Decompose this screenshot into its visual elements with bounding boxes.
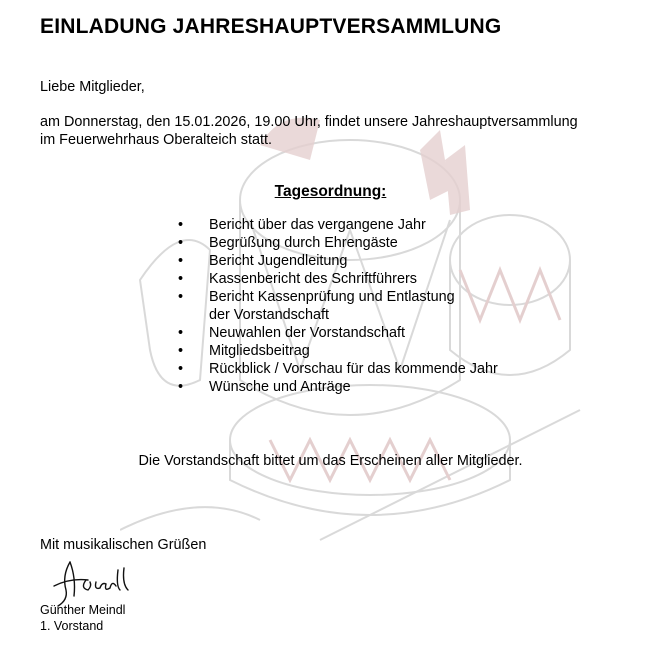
agenda-item: • Kassenbericht des Schriftführers — [178, 270, 498, 288]
closing-sentence: Die Vorstandschaft bittet um das Erscheinen aller Mitglieder. — [138, 453, 523, 469]
agenda-item: • Wünsche und Anträge — [178, 378, 498, 396]
agenda-heading: Tagesordnung: — [274, 183, 387, 200]
agenda-item: • Mitgliedsbeitrag — [178, 342, 498, 360]
signer-role: 1. Vorstand — [40, 619, 104, 633]
signer-name: Günther Meindl — [40, 603, 126, 617]
intro-paragraph: am Donnerstag, den 15.01.2026, 19.00 Uhr, findet unsere Jahreshauptversammlung im Feuerwehrhaus Oberalteich statt. — [40, 114, 578, 148]
agenda-item: • Bericht über das vergangene Jahr — [178, 216, 498, 234]
agenda-item: • Rückblick / Vorschau für das kommende Jahr — [178, 360, 498, 378]
greeting: Liebe Mitglieder, — [40, 79, 145, 95]
agenda-item: • Bericht Jugendleitung — [178, 252, 498, 270]
agenda-item: • Bericht Kassenprüfung und Entlastung der Vorstandschaft — [178, 288, 498, 324]
agenda-list — [178, 216, 498, 396]
regards-line: Mit musikalischen Grüßen — [40, 537, 207, 553]
handwritten-signature — [40, 556, 150, 610]
page-title: EINLADUNG JAHRESHAUPTVERSAMMLUNG — [40, 15, 502, 38]
agenda-item: • Neuwahlen der Vorstandschaft — [178, 324, 498, 342]
agenda-item: • Begrüßung durch Ehrengäste — [178, 234, 498, 252]
